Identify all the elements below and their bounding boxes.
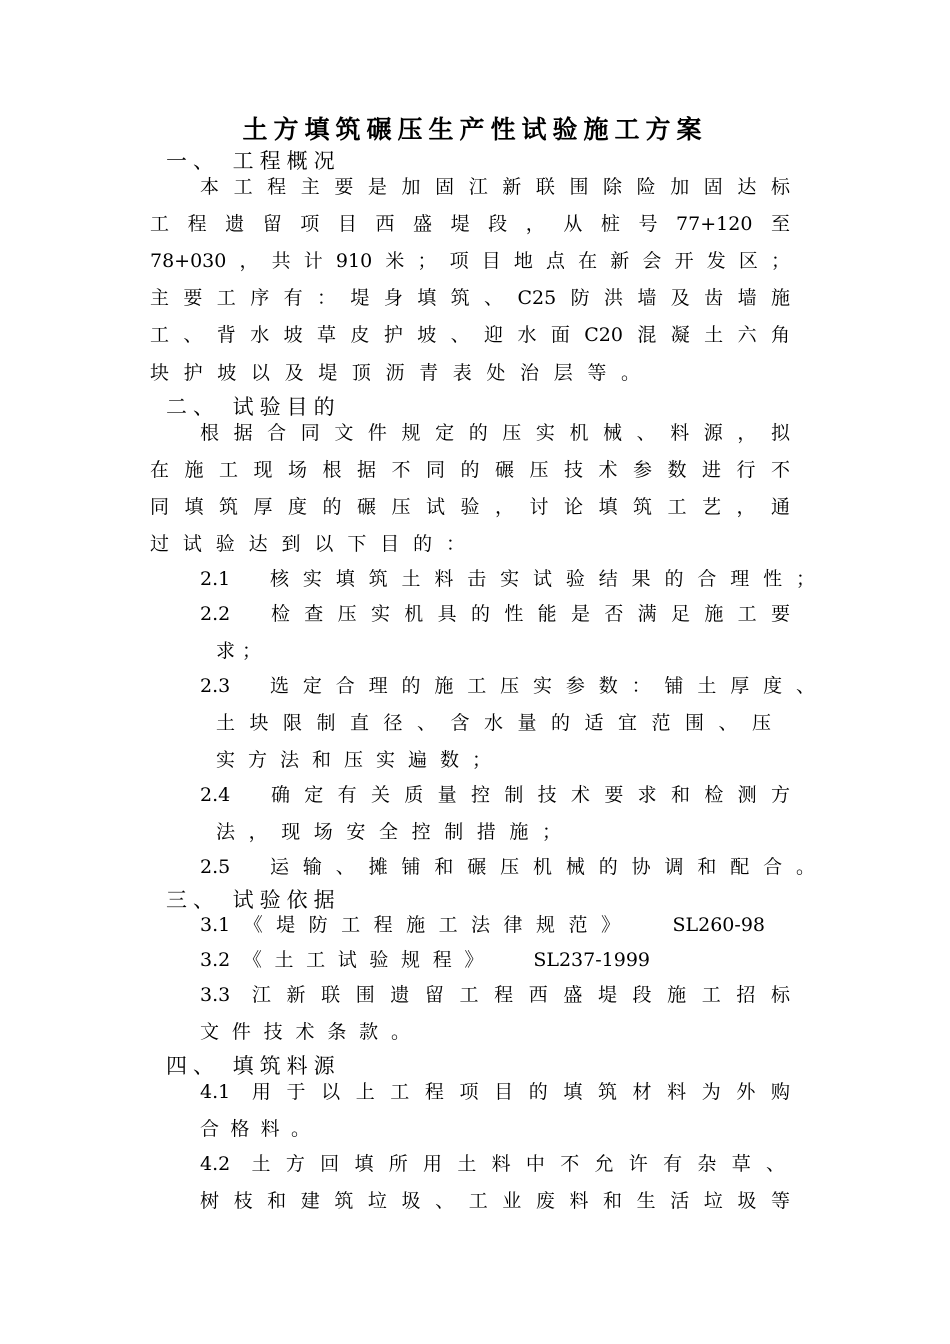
paragraph-line: 工程遗留项目西盛堤段，从桩号77+120至 bbox=[150, 213, 790, 235]
list-item: 2.2 检查压实机具的性能是否满足施工要 bbox=[200, 603, 790, 625]
section-heading: 一、 工程概况 bbox=[166, 149, 341, 173]
list-item-continuation: 文件技术条款。 bbox=[200, 1021, 410, 1043]
paragraph-line: 同填筑厚度的碾压试验，讨论填筑工艺，通 bbox=[150, 496, 790, 518]
list-item: 2.4 确定有关质量控制技术要求和检测方 bbox=[200, 784, 790, 806]
list-item: 3.1《堤防工程施工法律规范》 SL260-98 bbox=[200, 914, 765, 936]
document-title: 土方填筑碾压生产性试验施工方案 bbox=[242, 115, 708, 144]
list-item-continuation: 求； bbox=[216, 640, 261, 662]
list-item-continuation: 树枝和建筑垃圾、工业废料和生活垃圾等 bbox=[200, 1190, 790, 1212]
list-item-continuation: 实方法和压实遍数； bbox=[216, 749, 491, 771]
list-item: 3.3 江新联围遗留工程西盛堤段施工招标 bbox=[200, 984, 790, 1006]
list-item: 2.1 核实填筑土料击实试验结果的合理性； bbox=[200, 568, 815, 590]
section-heading: 四、 填筑料源 bbox=[166, 1054, 341, 1078]
list-item-continuation: 土块限制直径、含水量的适宜范围、压 bbox=[216, 712, 771, 734]
paragraph-line: 根据合同文件规定的压实机械、料源，拟 bbox=[200, 422, 790, 444]
list-item: 4.2 土方回填所用土料中不允许有杂草、 bbox=[200, 1153, 785, 1175]
list-item: 2.3 选定合理的施工压实参数：铺土厚度、 bbox=[200, 675, 815, 697]
paragraph-line: 过试验达到以下目的： bbox=[150, 533, 465, 555]
list-item-continuation: 合格料。 bbox=[200, 1118, 310, 1140]
paragraph-line: 78+030，共计910米；项目地点在新会开发区； bbox=[150, 250, 790, 272]
paragraph-line: 本工程主要是加固江新联围除险加固达标 bbox=[200, 176, 790, 198]
paragraph-line: 块护坡以及堤顶沥青表处治层等。 bbox=[150, 362, 640, 384]
list-item: 3.2《土工试验规程》 SL237-1999 bbox=[200, 949, 650, 971]
list-item: 4.1 用于以上工程项目的填筑材料为外购 bbox=[200, 1081, 790, 1103]
paragraph-line: 主要工序有：堤身填筑、C25防洪墙及齿墙施 bbox=[150, 287, 790, 309]
list-item-continuation: 法，现场安全控制措施； bbox=[216, 821, 561, 843]
paragraph-line: 在施工现场根据不同的碾压技术参数进行不 bbox=[150, 459, 790, 481]
paragraph-line: 工、背水坡草皮护坡、迎水面C20混凝土六角 bbox=[150, 324, 790, 346]
section-heading: 二、 试验目的 bbox=[166, 395, 341, 419]
list-item: 2.5 运输、摊铺和碾压机械的协调和配合。 bbox=[200, 856, 815, 878]
section-heading: 三、 试验依据 bbox=[166, 888, 341, 912]
